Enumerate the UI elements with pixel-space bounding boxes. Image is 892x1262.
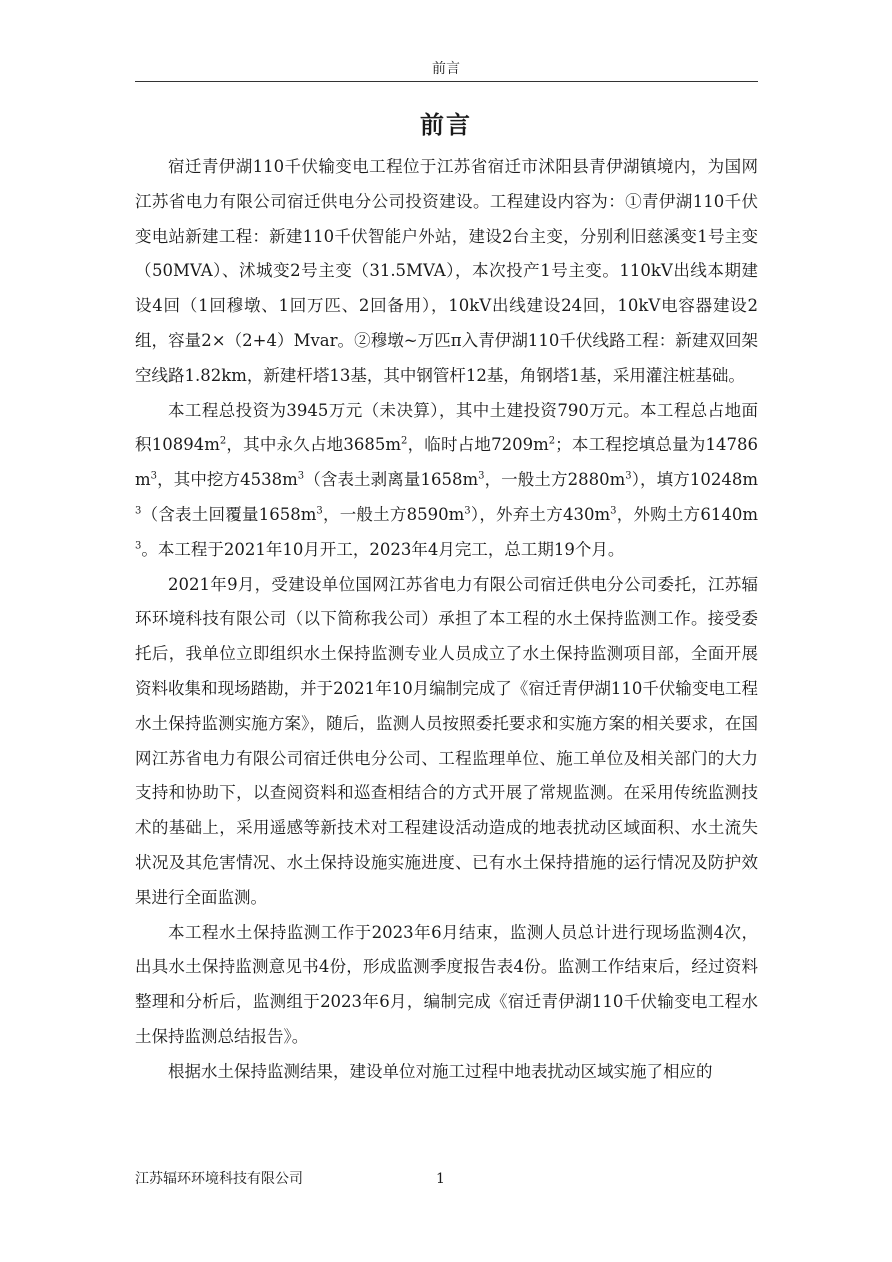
text-segment: ，临时占地7209m <box>407 435 549 455</box>
superscript-squared: 2 <box>401 435 408 447</box>
text-segment: ，一般土方8590m <box>322 504 465 524</box>
superscript-cubed: 3 <box>610 505 617 517</box>
superscript-cubed: 3 <box>316 505 323 517</box>
text-segment: ），填方10248m <box>631 470 759 490</box>
superscript-squared: 2 <box>219 435 227 447</box>
superscript-cubed: 3 <box>135 505 142 517</box>
text-segment: ），外弃土方430m <box>470 504 611 524</box>
paragraph-project-overview: 宿迁青伊湖110千伏输变电工程位于江苏省宿迁市沭阳县青伊湖镇境内，为国网江苏省电力有限公司宿迁供电分公司投资建设。工程建设内容为：①青伊湖110千伏变电站新建工程：新建110千伏智能户外站，建设2台主变，分别利旧慈溪变1号主变（50MVA）、沭城变2号主变（31.5MVA），本次投产1号主变。110kV出线本期建设4回（1回穆墩、1回万匹、2回备用），10kV出线建设24回，10kV电容器建设2组，容量2×（2+4）Mvar。②穆墩~万匹π入青伊湖110千伏线路工程：新建双回架空线路1.82km，新建杆塔13基，其中钢管杆12基，角钢塔1基，采用灌注桩基础。 <box>135 157 758 385</box>
header-rule <box>135 81 758 82</box>
superscript-cubed: 3 <box>464 505 471 517</box>
text-segment: ，其中挖方4538m <box>157 470 298 490</box>
superscript-cubed: 3 <box>478 470 485 482</box>
superscript-squared: 2 <box>548 435 556 447</box>
text-segment: ，一般土方2880m <box>484 470 626 490</box>
body-text <box>135 150 758 1090</box>
text-segment: ，外购土方6140m <box>616 504 759 524</box>
text-segment: ，其中永久占地3685m <box>226 435 402 455</box>
superscript-cubed: 3 <box>150 470 158 482</box>
superscript-cubed: 3 <box>135 540 142 552</box>
paragraph-monitoring-commission: 2021年9月，受建设单位国网江苏省电力有限公司宿迁供电分公司委托，江苏辐环环境科技有限公司（以下简称我公司）承担了本工程的水土保持监测工作。接受委托后，我单位立即组织水土保持监测专业人员成立了水土保持监测项目部，全面开展资料收集和现场踏勘，并于2021年10月编制完成了《宿迁青伊湖110千伏输变电工程水土保持监测实施方案》，随后，监测人员按照委托要求和实施方案的相关要求，在国网江苏省电力有限公司宿迁供电分公司、工程监理单位、施工单位及相关部门的大力支持和协助下，以查阅资料和巡查相结合的方式开展了常规监测。在采用传统监测技术的基础上，采用遥感等新技术对工程建设活动造成的地表扰动区域面积、水土流失状况及其危害情况、水土保持设施实施进度、已有水土保持措施的运行情况及防护效果进行全面监测。 <box>135 574 758 907</box>
text-segment: ；本工程挖填总量为14786m <box>135 435 759 490</box>
footer-page-number: 1 <box>436 1171 445 1187</box>
text-segment: 本工程总投资为3945万元（未决算），其中土建投资790万元。本工程总占地面积10894m <box>135 400 758 455</box>
superscript-cubed: 3 <box>625 470 632 482</box>
text-segment: （含表土剥离量1658m <box>304 470 479 490</box>
paragraph-investment-and-earthwork <box>135 394 758 568</box>
footer-company-name: 江苏辐环环境科技有限公司 <box>135 1171 303 1187</box>
text-segment: （含表土回覆量1658m <box>141 504 317 524</box>
page-title: 前言 <box>420 110 472 139</box>
superscript-cubed: 3 <box>297 470 305 482</box>
paragraph-monitoring-completion: 本工程水土保持监测工作于2023年6月结束，监测人员总计进行现场监测4次，出具水土保持监测意见书4份，形成监测季度报告表4份。监测工作结束后，经过资料整理和分析后，监测组于2023年6月，编制完成《宿迁青伊湖110千伏输变电工程水土保持监测总结报告》。 <box>135 922 758 1046</box>
text-segment: 。本工程于2021年10月开工，2023年4月完工，总工期19个月。 <box>141 539 625 559</box>
paragraph-monitoring-results: 根据水土保持监测结果，建设单位对施工过程中地表扰动区域实施了相应的 <box>168 1061 713 1081</box>
running-header-title: 前言 <box>432 61 460 77</box>
